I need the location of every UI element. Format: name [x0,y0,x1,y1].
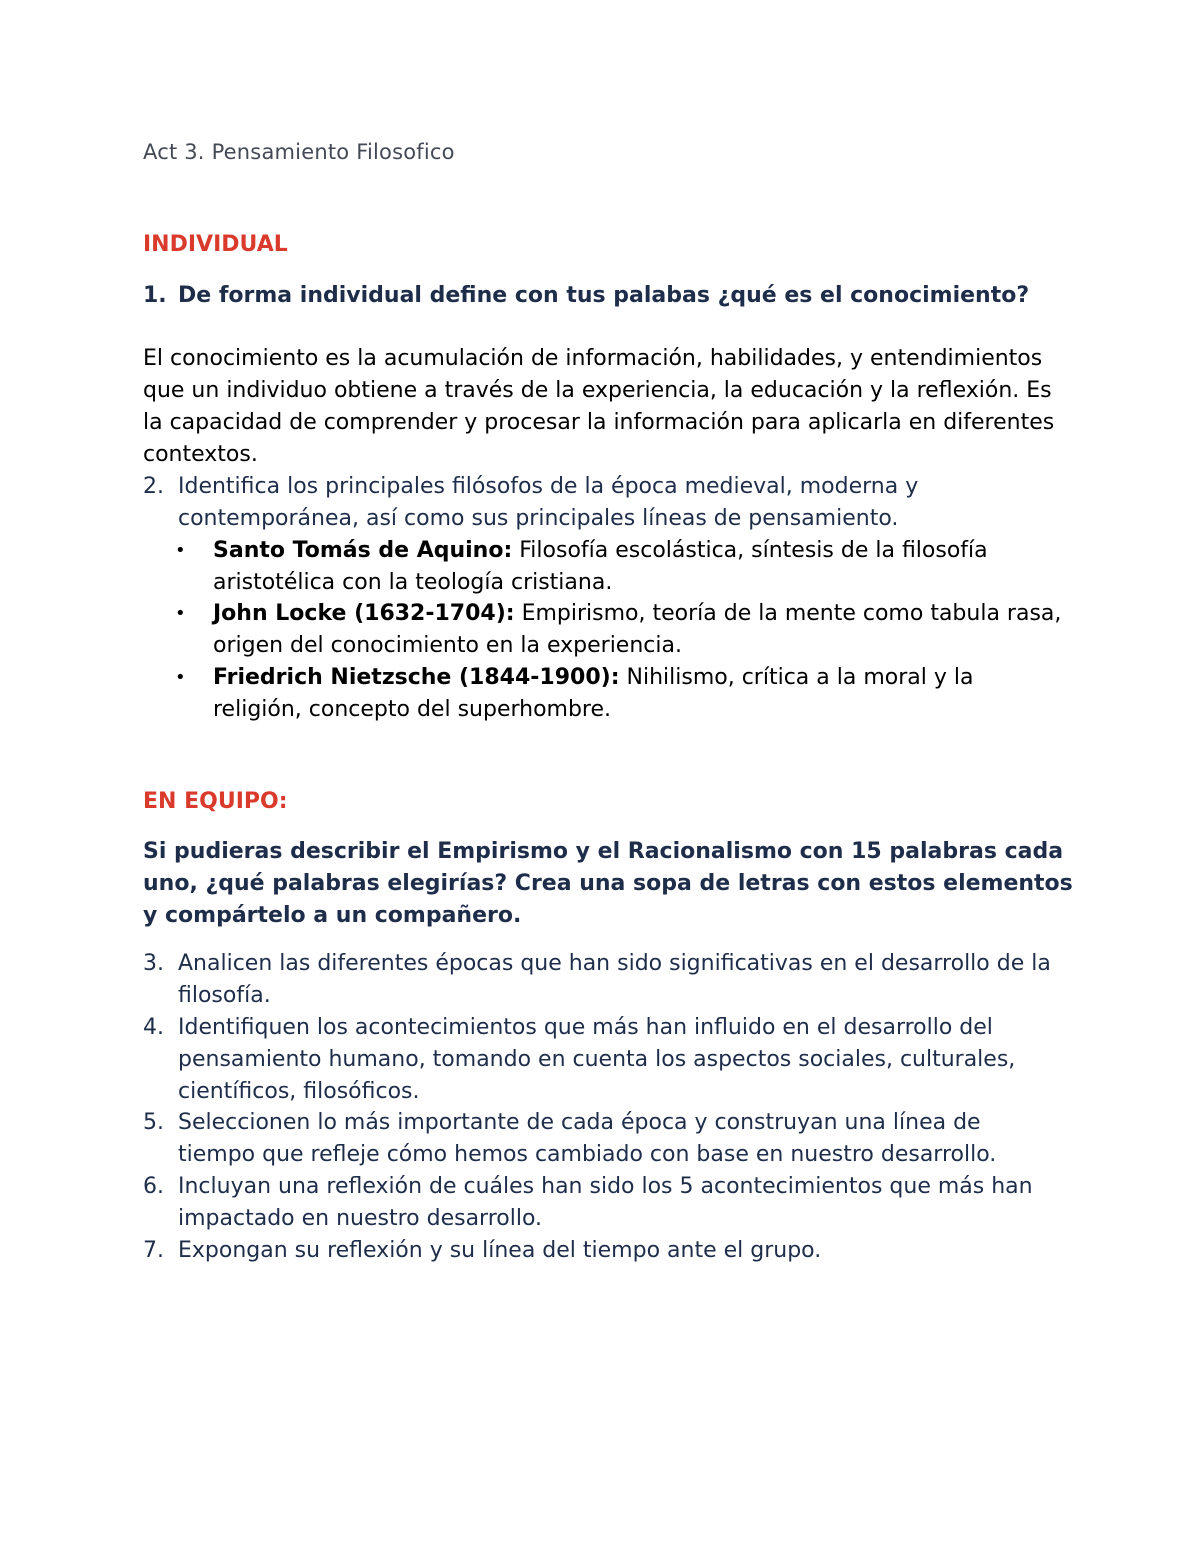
team-item-number: 6. [143,1174,164,1199]
equipo-question: Si pudieras describir el Empirismo y el Racionalismo con 15 palabras cada uno, ¿qué palabras elegirías? Crea una sopa de letras con estos elementos y compártelo a un compañero. [143,839,1073,928]
team-item-number: 5. [143,1110,164,1135]
team-item-text: Expongan su reflexión y su línea del tiempo ante el grupo. [178,1238,822,1263]
philosopher-desc: Empirismo, teoría de la mente como tabula rasa, origen del conocimiento en la experiencia. [213,601,1062,658]
philosopher-item-aquino [175,535,1065,599]
team-item-number: 3. [143,951,164,976]
team-item-text: Incluyan una reflexión de cuáles han sido los 5 acontecimientos que más han impactado en nuestro desarrollo. [178,1174,1033,1231]
team-item-4 [143,1012,1063,1108]
question-1-text: De forma individual define con tus palabas ¿qué es el conocimiento? [178,283,1030,308]
question-1-number: 1. [143,283,167,308]
philosopher-name: Friedrich Nietzsche (1844-1900): [213,665,620,690]
team-item-number: 4. [143,1015,164,1040]
team-item-7 [143,1235,1063,1267]
team-item-5 [143,1107,1063,1171]
team-item-text: Analicen las diferentes épocas que han sido significativas en el desarrollo de la filosofía. [178,951,1051,1008]
philosopher-item-nietzsche [175,662,1065,726]
individual-heading: INDIVIDUAL [143,232,288,257]
question-1 [143,280,1063,312]
equipo-heading: EN EQUIPO: [143,789,288,814]
bullet-icon: • [175,540,186,561]
bullet-icon: • [175,667,186,688]
philosopher-desc: Filosofía escolástica, síntesis de la filosofía aristotélica con la teología cristiana. [213,538,988,595]
philosopher-name: John Locke (1632-1704): [213,601,515,626]
philosopher-item-locke [175,598,1065,662]
team-item-text: Identifiquen los acontecimientos que más han influido en el desarrollo del pensamiento humano, tomando en cuenta los aspectos sociales, culturales, científicos, filosóficos. [178,1015,1016,1104]
team-item-text: Seleccionen lo más importante de cada época y construyan una línea de tiempo que refleje cómo hemos cambiado con base en nuestro desarrollo. [178,1110,997,1167]
philosopher-desc: Nihilismo, crítica a la moral y la religión, concepto del superhombre. [213,665,974,722]
team-item-number: 7. [143,1238,164,1263]
document-title: Act 3. Pensamiento Filosofico [143,140,455,164]
team-item-3 [143,948,1063,1012]
team-item-6 [143,1171,1063,1235]
question-2 [143,471,1063,535]
bullet-icon: • [175,603,186,624]
question-2-number: 2. [143,474,164,499]
question-2-text: Identifica los principales filósofos de la época medieval, moderna y contemporánea, así como sus principales líneas de pensamiento. [178,474,919,531]
answer-1: El conocimiento es la acumulación de información, habilidades, y entendimientos que un individuo obtiene a través de la experiencia, la educación y la reflexión. Es la capacidad de comprender y procesar la información para aplicarla en diferentes contextos. [143,346,1055,467]
philosopher-name: Santo Tomás de Aquino: [213,538,513,563]
